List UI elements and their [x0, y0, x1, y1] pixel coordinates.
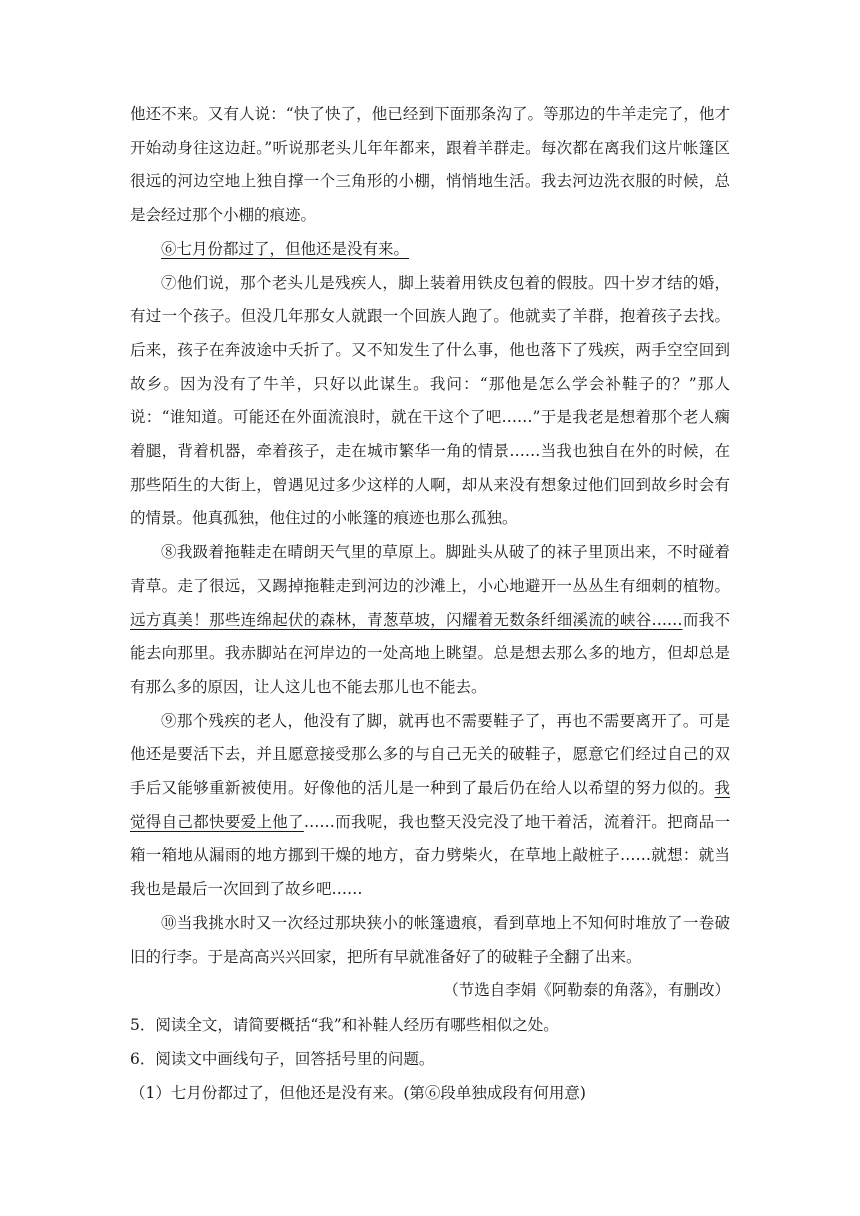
paragraph-8	[130, 536, 730, 705]
source-citation: （节选自李娟《阿勒泰的角落》，有删改）	[443, 981, 730, 1000]
underlined-sentence-9: 我觉得自己都快要爱上他了	[130, 779, 730, 831]
question-6: 6．阅读文中画线句子，回答括号里的问题。	[130, 1049, 435, 1068]
underlined-sentence-8: 远方真美！那些连绵起伏的森林，青葱草坡，闪耀着无数条纤细溪流的峡谷……	[130, 610, 683, 629]
paragraph-7: ⑦他们说，那个老头儿是残疾人，脚上装着用铁皮包着的假肢。四十岁才结的婚，有过一个孩子。但没几年那女人就跟一个回族人跑了。他就卖了羊群，抱着孩子去找。后来，孩子在奔波途中夭折了。又不知发生了什么事，他也落下了残疾，两手空空回到故乡。因为没有了牛羊，只好以此谋生。我问：“那他是怎么学会补鞋子的？”那人说：“谁知道。可能还在外面流浪时，就在干这个了吧……”于是我老是想着那个老人瘸着腿，背着机器，牵着孩子，走在城市繁华一角的情景……当我也独自在外的时候，在那些陌生的大街上，曾遇见过多少这样的人啊，却从来没有想象过他们回到故乡时会有的情景。他真孤独，他住过的小帐篷的痕迹也那么孤独。	[130, 273, 730, 528]
paragraph-10: ⑩当我挑水时又一次经过那块狭小的帐篷遗痕，看到草地上不知何时堆放了一卷破旧的行李。于是高高兴兴回家，把所有早就准备好了的破鞋子全翻了出来。	[130, 913, 730, 966]
paragraph-8-text-b: 而我不能去向那里。我赤脚站在河岸边的一处高地上眺望。总是想去那么多的地方，但却总是有那么多的原因，让人这儿也不能去那儿也不能去。	[130, 610, 730, 696]
paragraph-9-text-a: ⑨那个残疾的老人，他没有了脚，就再也不需要鞋子了，再也不需要离开了。可是他还是要活下去，并且愿意接受那么多的与自己无关的破鞋子，愿意它们经过自己的双手后又能够重新被使用。好像他的活儿是一种到了最后仍在给人以希望的努力似的。	[130, 711, 730, 798]
question-6-1: （1）七月份都过了，但他还是没有来。(第⑥段单独成段有何用意)	[130, 1083, 586, 1102]
paragraph-9	[130, 705, 730, 907]
paragraph-6	[130, 233, 730, 267]
underlined-sentence-6: ⑥七月份都过了，但他还是没有来。	[161, 239, 410, 258]
question-5: 5．阅读全文，请简要概括“我”和补鞋人经历有哪些相似之处。	[130, 1015, 559, 1034]
paragraph-8-text-a: ⑧我趿着拖鞋走在晴朗天气里的草原上。脚趾头从破了的袜子里顶出来，不时碰着青草。走了很远，又踢掉拖鞋走到河边的沙滩上，小心地避开一丛丛生有细刺的植物。	[130, 543, 730, 595]
document-page	[130, 98, 730, 1110]
paragraph-continued: 他还不来。又有人说：“快了快了，他已经到下面那条沟了。等那边的牛羊走完了，他才开始动身往这边赶。”听说那老头儿年年都来，跟着羊群走。每次都在离我们这片帐篷区很远的河边空地上独自撑一个三角形的小棚，悄悄地生活。我去河边洗衣服的时候，总是会经过那个小棚的痕迹。	[130, 105, 730, 225]
paragraph-9-text-b: ……而我呢，我也整天没完没了地干着活，流着汗。把商品一箱一箱地从漏雨的地方挪到干燥的地方，奋力劈柴火，在草地上敲桩子……就想：就当我也是最后一次回到了故乡吧……	[130, 812, 730, 899]
